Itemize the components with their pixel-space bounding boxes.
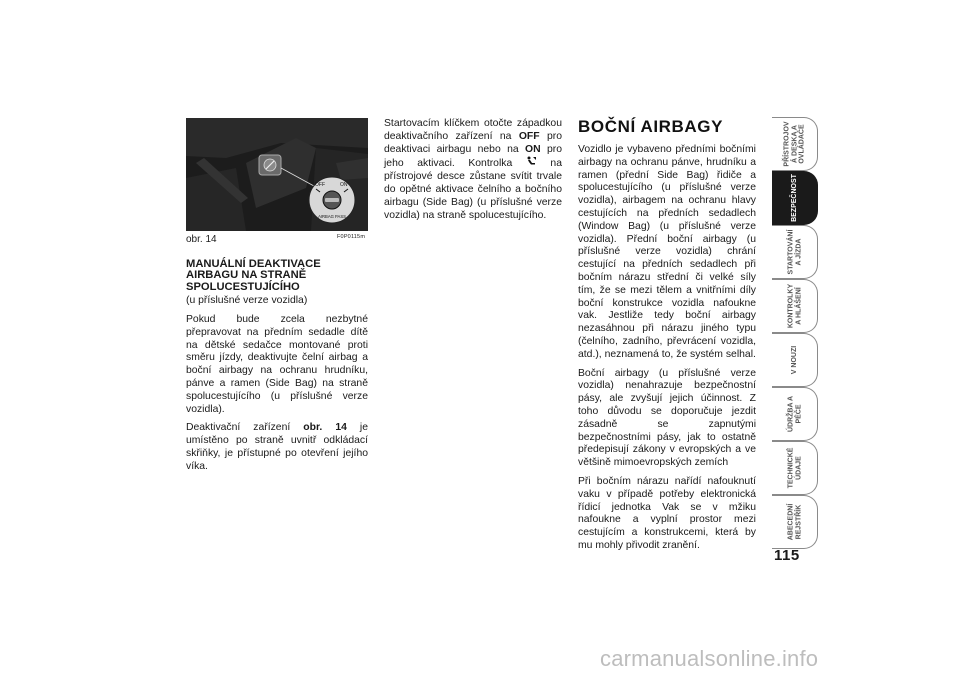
paragraph: Boční airbagy (u příslušné verze vozidla) nenahrazuje bezpečnostní pásy, ale zvyšují jejich účinnost. Z toho důvodu se doporučuje jezdit zásadně se zapnutými bezpečnostními pásy, jak to ostatně předepisují zákony v evropských a ve většině mimoevropských zemích: [578, 367, 756, 469]
left-column: [186, 259, 368, 480]
switch-airbag-pass-label: AIRBAG PASS: [318, 214, 346, 219]
switch-on-label: ON: [340, 182, 348, 188]
tab-label: BEZPEČNOST: [790, 174, 798, 222]
tab-pristrojova-deska[interactable]: [772, 117, 818, 171]
figure-caption: obr. 14: [186, 234, 217, 245]
text: pro deaktivaci airbagu nebo na: [384, 130, 562, 155]
section-heading-deactivation: MANUÁLNÍ DEAKTIVACE AIRBAGU NA STRANĚ SPOLUCESTUJÍCÍHO: [186, 258, 321, 293]
text: Startovacím klíčkem otočte západkou deaktivačního zařízení na: [384, 118, 562, 142]
figure-reference: obr. 14: [303, 422, 347, 434]
tab-label: V NOUZI: [790, 345, 798, 375]
tab-abecedni-rejstrik[interactable]: [772, 495, 818, 549]
tab-technicke-udaje[interactable]: [772, 441, 818, 495]
airbag-warning-icon: [526, 156, 537, 171]
page-number: 115: [774, 547, 800, 564]
tab-label: ÚDRŽBA A PÉČE: [786, 395, 802, 433]
middle-column: [384, 118, 562, 228]
text: Deaktivační zařízení: [186, 422, 304, 434]
tab-label: PŘÍSTROJOV Á DESKA A OVLÁDAČE: [783, 121, 806, 167]
text: je umístěno po straně uvnitř odkládací skřiňky, je přístupné po otevření jejího víka.: [186, 422, 368, 472]
glovebox-photo: [186, 118, 368, 231]
tab-kontrolky[interactable]: [772, 279, 818, 333]
figure-code: F0P0115m: [337, 234, 366, 240]
right-column: [578, 144, 756, 559]
text: na přístrojové desce zůstane svítit trvale do opětné aktivace čelního a bočního airbagu (Side Bag) (u příslušné verze vozidla) na straně spolucestujícího.: [384, 158, 562, 221]
tab-v-nouzi[interactable]: [772, 333, 818, 387]
tab-label: KONTROLKY A HLÁŠENÍ: [786, 283, 802, 329]
section-title-side-airbags: BOČNÍ AIRBAGY: [578, 117, 724, 136]
paragraph-figure-ref: [186, 422, 368, 473]
switch-off-label: OFF: [315, 182, 325, 188]
version-note: (u příslušné verze vozidla): [186, 295, 308, 307]
tab-label: STARTOVÁNÍ A JÍZDA: [786, 229, 802, 275]
paragraph-switch: [384, 118, 562, 222]
paragraph: Při bočním nárazu nařídí nafouknutí vaku v případě potřeby elektronická řídicí jednotka Vak se v mžiku nafoukne a vyplní prostor mezi cestujícím a konstrukcemi, která by mu mohly přivodit zranění.: [578, 475, 756, 551]
tab-startovani[interactable]: [772, 225, 818, 279]
tab-label: TECHNICKÉ ÚDAJE: [786, 447, 802, 489]
watermark: carmanualsonline.info: [600, 646, 819, 671]
paragraph: Vozidlo je vybaveno předními bočními airbagy na ochranu pánve, hrudníku a ramen (přední Side Bag) řidiče a spolucestujícího (u příslušné verze vozidla), airbagem na ochranu hlavy cestujících na předních sedadlech (Window Bag) (u příslušné verze vozidla). Přední boční airbagy (u příslušné verze vozidla) chrání cestující na předních sedadlech při bočním nárazu střední či velké síly tím, že se mezi tělem a vnitřními díly boční konstrukce vozidla nafoukne vak. Jestliže tedy boční airbagy nezasáhnou při nárazu jiného typu (čelního, zadního, převrácení vozidla, atd.), neznamená to, že systém selhal.: [578, 144, 756, 360]
paragraph: Pokud bude zcela nezbytné přepravovat na předním sedadle dítě na dětské sedačce montované proti směru jízdy, deaktivujte čelní airbag a boční airbagy na ochranu hrudníku, pánve a ramen (Side Bag) na straně spolucestujícího (u příslušné verze vozidla).: [186, 314, 368, 415]
tab-udrzba[interactable]: [772, 387, 818, 441]
tab-bezpecnost[interactable]: [772, 171, 818, 225]
text: pro jeho aktivaci. Kontrolka: [384, 143, 562, 170]
on-keyword: ON: [525, 143, 541, 155]
tab-label: ABECEDNÍ REJSTŘÍK: [786, 503, 802, 541]
figure-glovebox-switch: [186, 118, 368, 231]
off-keyword: OFF: [518, 130, 540, 142]
